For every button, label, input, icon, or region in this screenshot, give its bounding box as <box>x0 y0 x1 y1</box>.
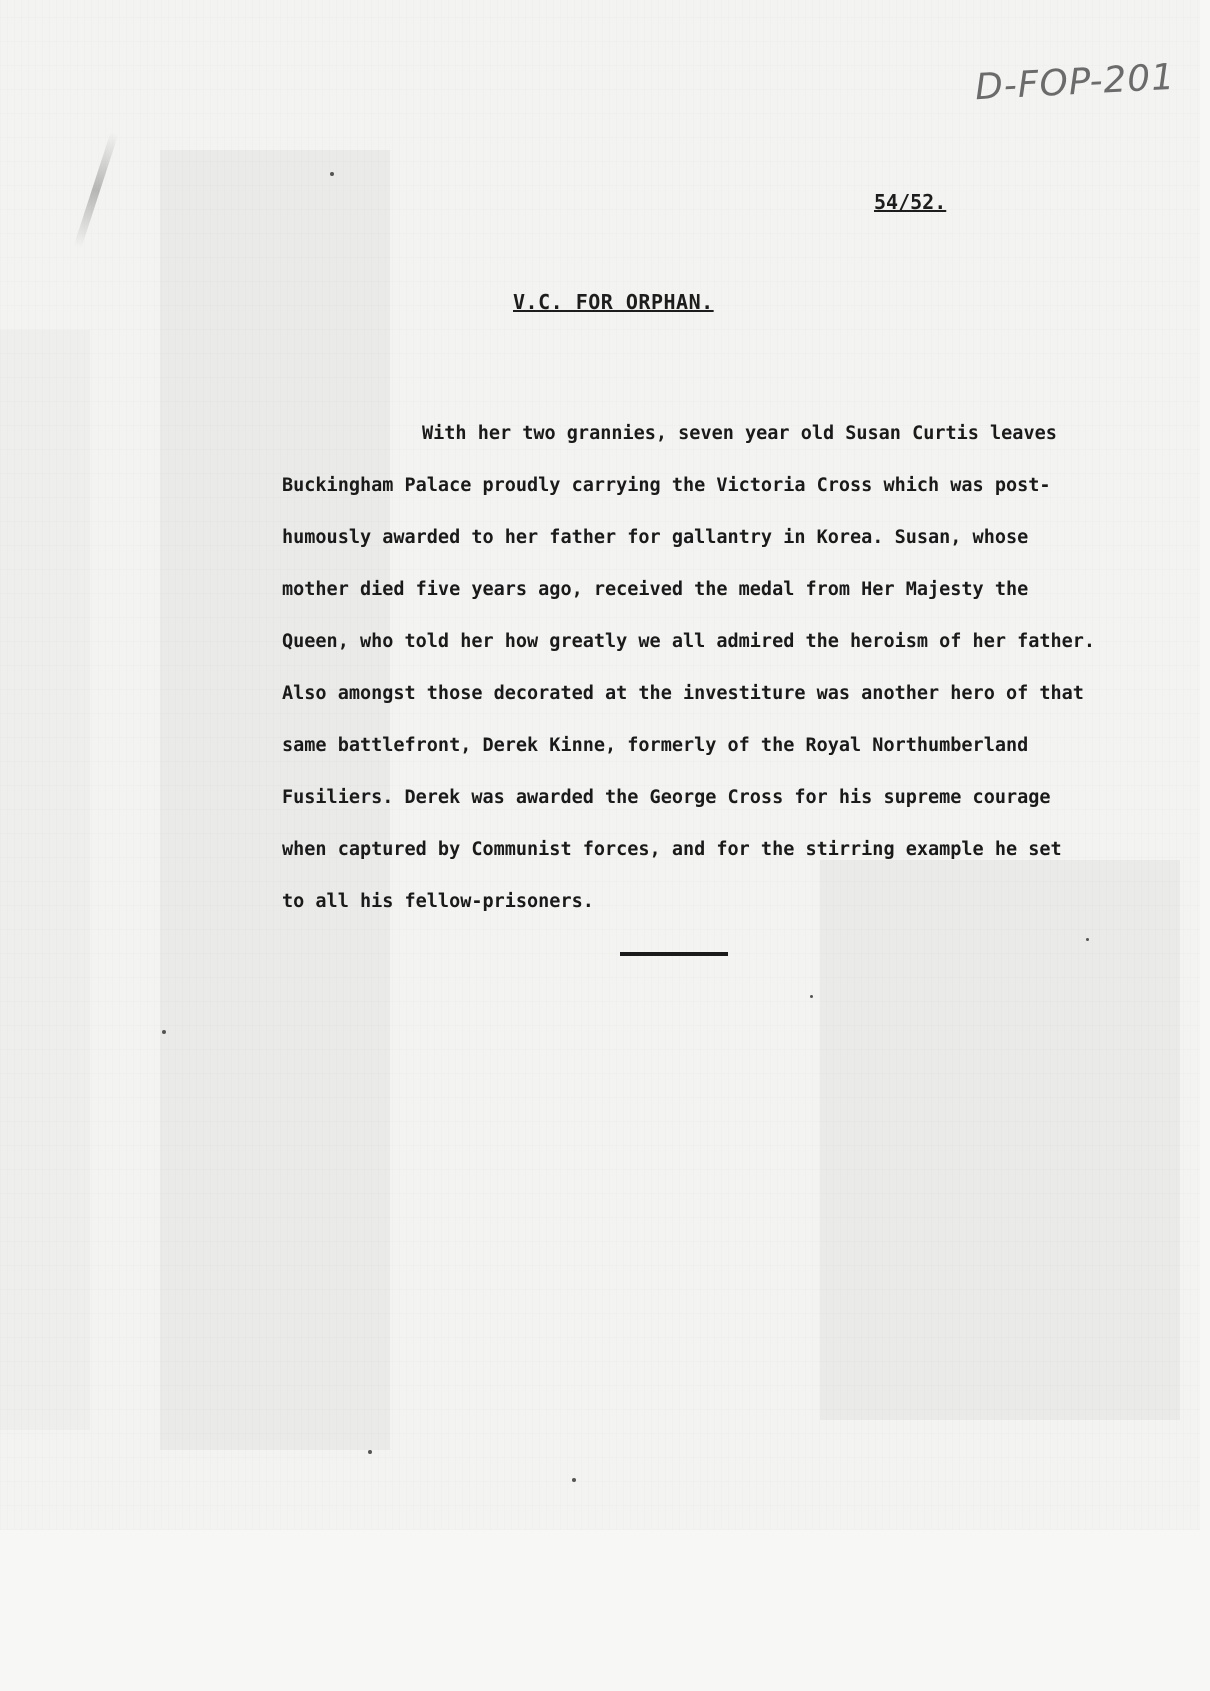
body-line: Buckingham Palace proudly carrying the Victoria Cross which was post- <box>282 475 1051 496</box>
reference-number: 54/52. <box>874 190 947 214</box>
dust-speck <box>810 995 813 998</box>
dust-speck <box>162 1030 166 1034</box>
bleed-through-strip <box>0 330 90 1430</box>
body-line: Queen, who told her how greatly we all admired the heroism of her father. <box>282 631 1096 652</box>
body-line: humously awarded to her father for gallantry in Korea. Susan, whose <box>282 527 1029 548</box>
dust-speck <box>368 1450 372 1454</box>
body-line: when captured by Communist forces, and for the stirring example he set <box>282 839 1062 860</box>
dust-speck <box>1086 938 1089 941</box>
body-paragraph <box>282 408 1202 928</box>
dust-speck <box>572 1478 576 1482</box>
body-line: Fusiliers. Derek was awarded the George Cross for his supreme courage <box>282 787 1051 808</box>
body-line: same battlefront, Derek Kinne, formerly of the Royal Northumberland <box>282 735 1029 756</box>
dust-speck <box>330 172 334 176</box>
document-title: V.C. FOR ORPHAN. <box>513 290 714 314</box>
page-fold-mark <box>74 132 119 249</box>
body-line: Also amongst those decorated at the investiture was another hero of that <box>282 683 1084 704</box>
body-line: to all his fellow-prisoners. <box>282 891 594 912</box>
bleed-through-block <box>820 860 1180 1420</box>
handwritten-reference: D-FOP-201 <box>974 56 1177 109</box>
body-line: With her two grannies, seven year old Susan Curtis leaves <box>422 423 1057 444</box>
body-line: mother died five years ago, received the medal from Her Majesty the <box>282 579 1029 600</box>
closing-rule <box>620 952 728 956</box>
